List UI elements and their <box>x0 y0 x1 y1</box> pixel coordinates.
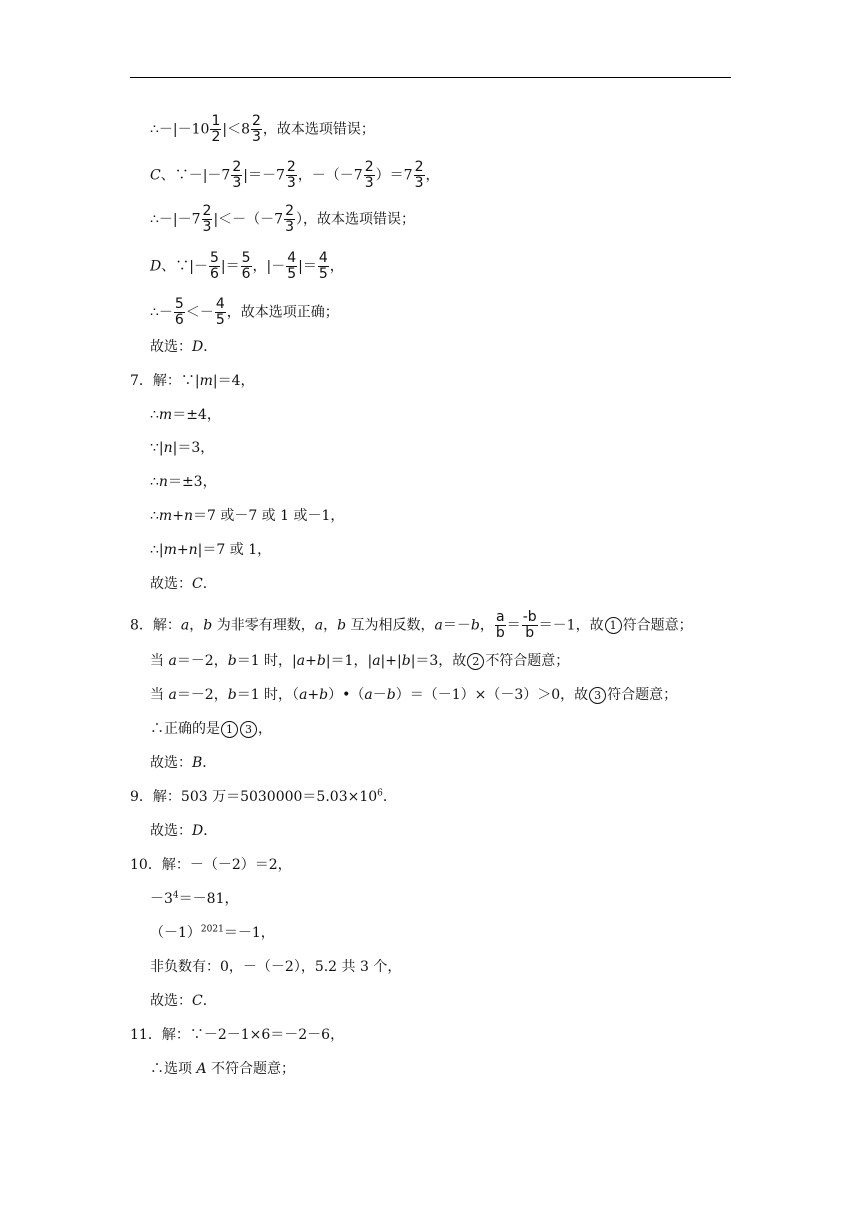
text-line: ∴－|－10 $\frac{1}{2}$ |＜8 $\frac{2}{3}$ ，故本选项错误； <box>150 113 375 145</box>
fraction: $\frac{1}{2}$ <box>211 113 221 145</box>
text-line: ∴m+n＝7 或－7 或 1 或－1， <box>150 508 345 524</box>
text-line: ∴选项 A 不符合题意； <box>150 1061 296 1077</box>
text-line: 7．解：∵|m|＝4， <box>130 373 255 389</box>
text-line: 非负数有：0，－（－2），5.2 共 3 个， <box>150 959 402 975</box>
text-line: ∵|n|＝3， <box>150 440 215 456</box>
text-line: 故选：C． <box>150 576 217 592</box>
text-line: 故选：C． <box>150 993 217 1009</box>
text-line: D、∵|－ $\frac{5}{6}$ |＝ $\frac{5}{6}$ ，|－ $\frac{4}{5}$ |＝ $\frac{4}{5}$ ， <box>150 250 344 282</box>
text-line: ∴n＝±3， <box>150 474 217 490</box>
text-line: 故选：D． <box>150 823 218 839</box>
text-line: ∴－|－7 $\frac{2}{3}$ |＜－（－7 $\frac{2}{3}$ ），故本选项错误； <box>150 203 415 235</box>
text-line: 当 a＝－2，b＝1 时，|a+b|＝1，|a|+|b|＝3，故 2 不符合题意； <box>150 653 570 669</box>
text-line: 故选：D． <box>150 339 218 355</box>
text-line: $(-1)^{2021}=-1$， <box>150 924 275 941</box>
fraction: $\frac{2}{3}$ <box>252 113 261 145</box>
text-line: 11．解：∵－2－1×6＝－2－6， <box>130 1027 345 1043</box>
text-line: ∴－ $\frac{5}{6}$ ＜－ $\frac{4}{5}$ ，故本选项正确； <box>150 296 339 328</box>
text-line: $-3^4=-81$， <box>150 890 239 907</box>
text-line: 9．解：503 万$=5030000=5.03\times 10^6$． <box>130 788 397 805</box>
text-line: 故选：B． <box>150 755 217 771</box>
text-line: 当 a＝－2，b＝1 时，（a+b）•（a－b）＝（－1）×（－3）＞0，故 3 符合题意； <box>150 687 678 703</box>
text-line: 10．解：－（－2）＝2， <box>130 857 292 873</box>
text-line: 8．解：a，b 为非零有理数，a，b 互为相反数，a＝－b， $\frac{a}{b}$ ＝ $\frac{-b}{b}$ ＝－1，故 1 符合题意； <box>130 609 693 641</box>
header-rule <box>130 77 731 78</box>
text-line: C、∵－|－7 $\frac{2}{3}$ |＝－7 $\frac{2}{3}$ ，－（－7 $\frac{2}{3}$ ）＝7 $\frac{2}{3}$ ， <box>150 159 440 191</box>
text-line: ∴m＝±4， <box>150 407 221 423</box>
text-line: ∴正确的是 1 3 ， <box>150 721 272 737</box>
text-line: ∴|m+n|＝7 或 1， <box>150 542 272 558</box>
